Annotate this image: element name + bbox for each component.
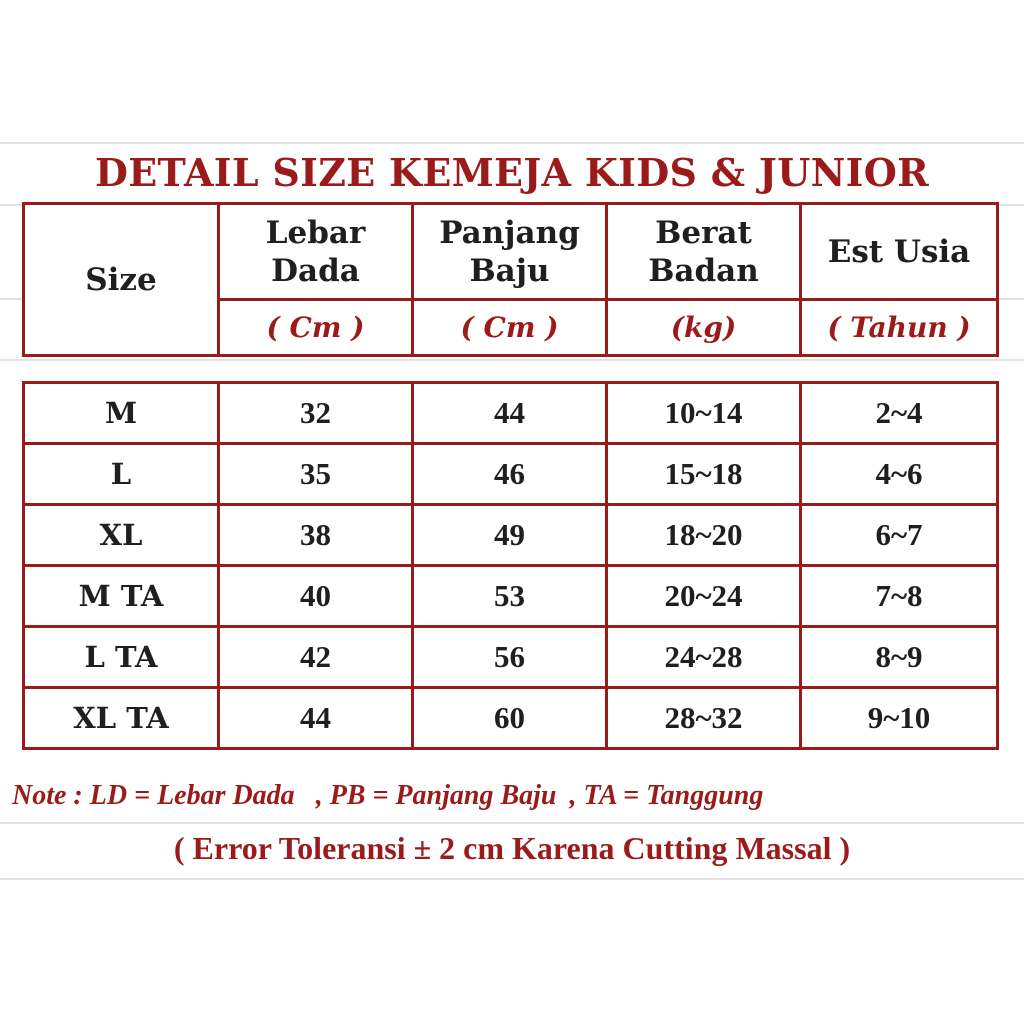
background-rule	[0, 142, 1024, 144]
unit-panjang-baju: ( Cm )	[413, 300, 607, 356]
size-cell: M	[24, 383, 219, 444]
panjang-baju-cell: 60	[413, 688, 607, 749]
size-cell: XL TA	[24, 688, 219, 749]
table-row	[24, 688, 998, 749]
berat-badan-cell: 28~32	[607, 688, 801, 749]
header-label-line: Berat	[655, 214, 752, 251]
berat-badan-cell: 18~20	[607, 505, 801, 566]
header-berat-badan	[607, 204, 801, 300]
est-usia-cell: 7~8	[801, 566, 998, 627]
est-usia-cell: 2~4	[801, 383, 998, 444]
table-row	[24, 627, 998, 688]
table-row	[24, 566, 998, 627]
header-panjang-baju	[413, 204, 607, 300]
table-row	[24, 505, 998, 566]
header-label-line: Est Usia	[827, 233, 971, 270]
header-label-line: Baju	[469, 252, 550, 289]
table-row	[24, 383, 998, 444]
size-cell: L	[24, 444, 219, 505]
header-label-line: Dada	[271, 252, 360, 289]
lebar-dada-cell: 44	[219, 688, 413, 749]
size-table	[22, 381, 999, 750]
panjang-baju-cell: 46	[413, 444, 607, 505]
est-usia-cell: 9~10	[801, 688, 998, 749]
note-pb: , PB = Panjang Baju	[315, 780, 557, 811]
note-line	[12, 780, 1022, 812]
page-title: DETAIL SIZE KEMEJA KIDS & JUNIOR	[94, 150, 930, 195]
tolerance-note: ( Error Toleransi ± 2 cm Karena Cutting Massal )	[173, 830, 851, 866]
header-table	[22, 202, 999, 357]
est-usia-cell: 4~6	[801, 444, 998, 505]
header-size: Size	[24, 204, 219, 356]
lebar-dada-cell: 32	[219, 383, 413, 444]
table-row	[24, 444, 998, 505]
berat-badan-cell: 15~18	[607, 444, 801, 505]
header-est-usia	[801, 204, 998, 300]
panjang-baju-cell: 56	[413, 627, 607, 688]
unit-berat-badan: (kg)	[607, 300, 801, 356]
header-lebar-dada	[219, 204, 413, 300]
size-cell: XL	[24, 505, 219, 566]
lebar-dada-cell: 35	[219, 444, 413, 505]
est-usia-cell: 8~9	[801, 627, 998, 688]
lebar-dada-cell: 40	[219, 566, 413, 627]
lebar-dada-cell: 38	[219, 505, 413, 566]
header-label-line: Lebar	[265, 214, 366, 251]
header-label-line: Panjang	[439, 214, 580, 251]
size-cell: M TA	[24, 566, 219, 627]
panjang-baju-cell: 49	[413, 505, 607, 566]
background-rule	[0, 822, 1024, 824]
background-rule	[0, 878, 1024, 880]
panjang-baju-cell: 44	[413, 383, 607, 444]
background-rule	[0, 359, 1024, 361]
berat-badan-cell: 24~28	[607, 627, 801, 688]
header-label-line: Badan	[648, 252, 759, 289]
est-usia-cell: 6~7	[801, 505, 998, 566]
note-ld: Note : LD = Lebar Dada	[12, 780, 295, 811]
lebar-dada-cell: 42	[219, 627, 413, 688]
berat-badan-cell: 10~14	[607, 383, 801, 444]
note-ta: , TA = Tanggung	[569, 780, 764, 811]
panjang-baju-cell: 53	[413, 566, 607, 627]
size-cell: L TA	[24, 627, 219, 688]
unit-lebar-dada: ( Cm )	[219, 300, 413, 356]
unit-est-usia: ( Tahun )	[801, 300, 998, 356]
berat-badan-cell: 20~24	[607, 566, 801, 627]
